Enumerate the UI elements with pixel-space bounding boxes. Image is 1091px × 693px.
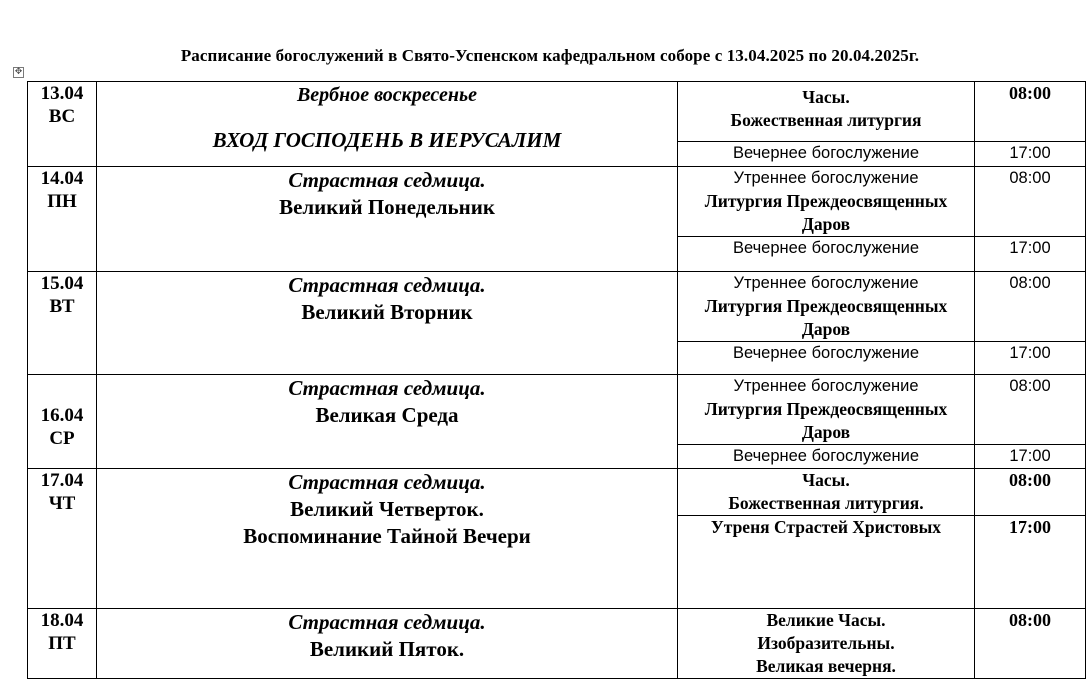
service-line: Часы.: [802, 470, 850, 490]
feast-subtitle: Великий Вторник: [301, 300, 473, 324]
service-line: Даров: [801, 214, 851, 234]
date-cell: [28, 82, 97, 167]
document-title: Расписание богослужений в Свято-Успенском кафедральном соборе с 13.04.2025 по 20.04.2025г.: [180, 46, 920, 65]
date: 18.04: [40, 610, 84, 631]
service-cell: [678, 272, 975, 342]
service-cell: [678, 82, 975, 142]
feast-name: Страстная седмица.: [288, 376, 486, 400]
date-cell: [28, 469, 97, 609]
feast-subtitle: ВХОД ГОСПОДЕНЬ В ИЕРУСАЛИМ: [212, 128, 562, 152]
service-time: 17:00: [975, 445, 1086, 469]
date: 14.04: [40, 168, 84, 189]
weekday: ВС: [48, 106, 76, 127]
service-line: Даров: [801, 422, 851, 442]
service-line: Литургия Преждеосвященных: [704, 399, 948, 419]
service-line: Великая вечерня.: [756, 656, 896, 676]
service-time: 08:00: [975, 272, 1086, 342]
schedule-table: [27, 81, 1086, 679]
service-line: Утреннее богослужение: [733, 169, 919, 187]
weekday: ПТ: [48, 633, 76, 654]
service-cell: [678, 609, 975, 679]
feast-cell: [97, 375, 678, 469]
service-line: Литургия Преждеосвященных: [704, 296, 948, 316]
service-time: 08:00: [975, 375, 1086, 445]
service-cell: [678, 516, 975, 609]
service-line: Утреня Страстей Христовых: [710, 517, 942, 537]
service-time: 08:00: [975, 167, 1086, 237]
service-line: Часы.: [802, 87, 850, 107]
table-row: [28, 469, 1086, 516]
feast-subtitle: Великий Понедельник: [279, 195, 495, 219]
service-time: 17:00: [975, 142, 1086, 167]
service-time: 17:00: [975, 516, 1086, 609]
date: 17.04: [40, 470, 84, 491]
feast-subtitle: Великая Среда: [315, 403, 459, 427]
table-row: [28, 82, 1086, 142]
service-cell: Вечернее богослужение: [678, 445, 975, 469]
date: 16.04: [40, 404, 84, 426]
service-time: 08:00: [975, 469, 1086, 516]
service-cell: Вечернее богослужение: [678, 237, 975, 272]
feast-subtitle: Великий Пяток.: [309, 637, 465, 661]
feast-cell: [97, 272, 678, 375]
feast-name: Страстная седмица.: [288, 610, 486, 634]
feast-name: Вербное воскресенье: [296, 84, 478, 106]
move-handle-icon[interactable]: ✥: [14, 67, 23, 77]
service-line: Божественная литургия.: [728, 493, 924, 513]
feast-subtitle: Великий Четверток.: [290, 497, 484, 521]
weekday: СР: [49, 427, 75, 449]
service-cell: [678, 375, 975, 445]
service-cell: Вечернее богослужение: [678, 342, 975, 375]
service-cell: Вечернее богослужение: [678, 142, 975, 167]
feast-cell: [97, 609, 678, 679]
service-line: Утреннее богослужение: [733, 377, 919, 395]
service-time: 17:00: [975, 237, 1086, 272]
service-cell: [678, 469, 975, 516]
service-line: Божественная литургия: [730, 110, 922, 130]
service-time: 17:00: [975, 342, 1086, 375]
feast-cell: [97, 167, 678, 272]
feast-cell: [97, 469, 678, 609]
weekday: ПН: [47, 191, 77, 212]
table-row: [28, 272, 1086, 342]
date-cell: [28, 375, 97, 469]
table-row: [28, 167, 1086, 237]
service-line: Изобразительны.: [757, 633, 895, 653]
service-line: Даров: [801, 319, 851, 339]
date: 13.04: [40, 83, 84, 104]
date-cell: [28, 272, 97, 375]
date: 15.04: [40, 273, 84, 294]
feast-name: Страстная седмица.: [288, 168, 486, 192]
table-row: [28, 375, 1086, 445]
service-time: 08:00: [975, 82, 1086, 142]
feast-subtitle: Воспоминание Тайной Вечери: [243, 524, 531, 548]
feast-name: Страстная седмица.: [288, 470, 486, 494]
weekday: ЧТ: [48, 493, 76, 514]
service-line: Великие Часы.: [766, 610, 886, 630]
service-line: Литургия Преждеосвященных: [704, 191, 948, 211]
service-line: Утреннее богослужение: [733, 274, 919, 292]
feast-name: Страстная седмица.: [288, 273, 486, 297]
feast-cell: [97, 82, 678, 167]
table-row: [28, 609, 1086, 679]
date-cell: [28, 167, 97, 272]
service-time: 08:00: [975, 609, 1086, 679]
service-cell: [678, 167, 975, 237]
date-cell: [28, 609, 97, 679]
weekday: ВТ: [49, 296, 75, 317]
